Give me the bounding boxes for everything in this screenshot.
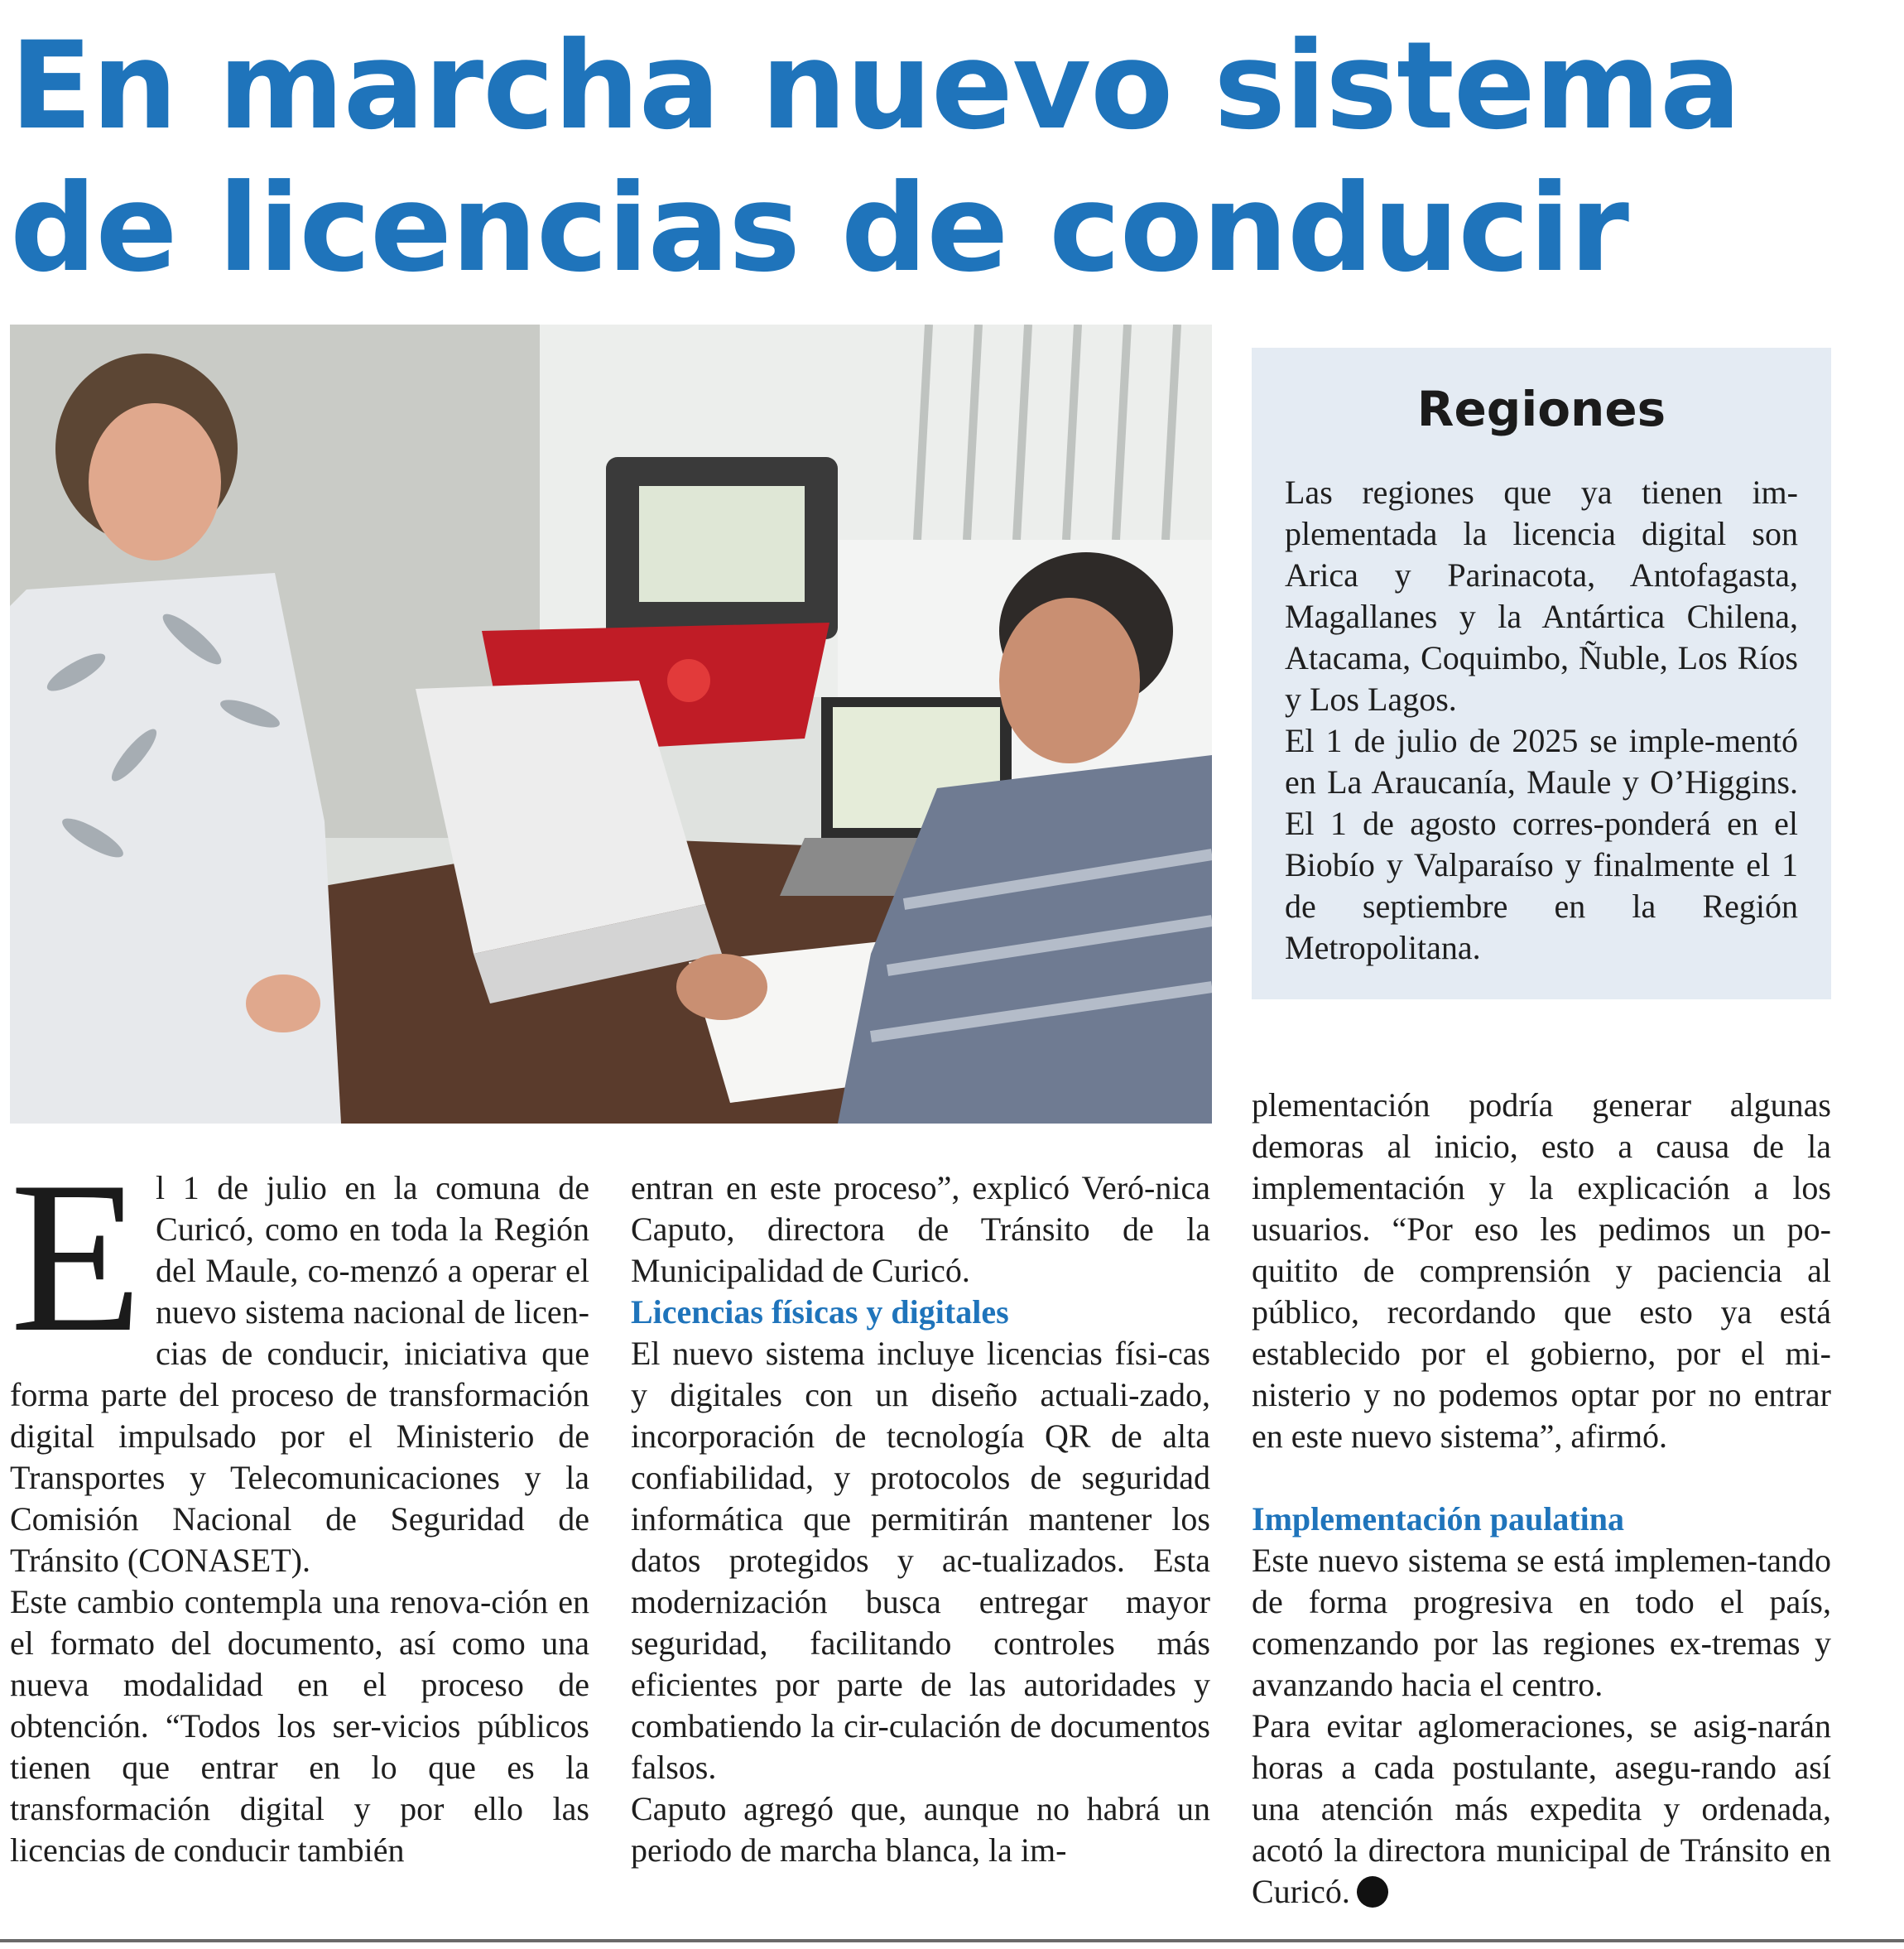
article-paragraph-1 <box>10 1137 589 1581</box>
headline-line-2: de licencias de conducir <box>10 158 1628 299</box>
article-photo <box>10 325 1212 1124</box>
subhead-implementacion: Implementación paulatina <box>1252 1500 1625 1538</box>
regiones-sidebar <box>1252 348 1831 999</box>
photo-office-license-exam-icon <box>10 325 1212 1124</box>
sidebar-paragraph-1: Las regiones que ya tienen im-plementada la licencia digital son Arica y Parinacota, Antofagasta, Magallanes y la Antártica Chilena, Atacama, Coquimbo, Ñuble, Los Ríos y Los Lagos. <box>1285 474 1798 718</box>
article-paragraph-2: Este cambio contempla una renova-ción en el formato del documento, así como una nueva modalidad en el proceso de obtención. “Todos los ser-vicios públicos tienen que entrar en lo que es la transformación digital y por ello las licencias de conducir también <box>10 1583 589 1869</box>
article-paragraph-6: plementación podría generar algunas demoras al inicio, esto a causa de la implementación y la explicación a los usuarios. “Por eso les pedimos un po-quitito de comprensión y paciencia al público, recordando que esto ya está establecido por el gobierno, por el mi-nisterio y no podemos optar por no entrar en este nuevo sistema”, afirmó. <box>1252 1086 1831 1455</box>
article-paragraph-8 <box>1252 1706 1831 1913</box>
end-mark-icon <box>1357 1876 1388 1908</box>
article-paragraph-8-text: Para evitar aglomeraciones, se asig-narán horas a cada postulante, asegu-rando así una atención más expedita y ordenada, acotó la directora municipal de Tránsito en Curicó. <box>1252 1707 1831 1910</box>
article-column-1 <box>10 1137 589 1871</box>
subhead-licencias: Licencias físicas y digitales <box>631 1293 1009 1331</box>
article-paragraph-3: entran en este proceso”, explicó Veró-nica Caputo, directora de Tránsito de la Municipalidad de Curicó. <box>631 1169 1210 1289</box>
sidebar-paragraph-2: El 1 de julio de 2025 se imple-mentó en La Araucanía, Maule y O’Higgins. El 1 de agosto corres-ponderá en el Biobío y Valparaíso y finalmente el 1 de septiembre en la Región Metropolitana. <box>1285 722 1798 966</box>
headline-line-1: En marcha nuevo sistema <box>10 16 1741 156</box>
article-paragraph-5: Caputo agregó que, aunque no habrá un periodo de marcha blanca, la im- <box>631 1790 1210 1869</box>
article-paragraph-4: El nuevo sistema incluye licencias físi-cas y digitales con un diseño actuali-zado, incorporación de tecnología QR de alta confiabilidad, y protocolos de seguridad informática que permitirán mantener los datos protegidos y ac-tualizados. Esta modernización busca entregar mayor seguridad, facilitando controles más eficientes por parte de las autoridades y combatiendo la cir-culación de documentos falsos. <box>631 1335 1210 1786</box>
drop-cap: E <box>10 1137 143 1377</box>
article-column-3 <box>1252 1085 1831 1913</box>
article-column-2 <box>631 1167 1210 1871</box>
bottom-rule <box>0 1939 1904 1942</box>
article-paragraph-7: Este nuevo sistema se está implemen-tando de forma progresiva en todo el país, comenzando por las regiones ex-tremas y avanzando hacia el centro. <box>1252 1542 1831 1703</box>
sidebar-title: Regiones <box>1416 381 1666 437</box>
article-paragraph-1-text: l 1 de julio en la comuna de Curicó, como en toda la Región del Maule, co-menzó a operar el nuevo sistema nacional de licen-cias de conducir, iniciativa que forma parte del proceso de transformación digital impulsado por el Ministerio de Transportes y Telecomunicaciones y la Comisión Nacional de Seguridad de Tránsito (CONASET). <box>10 1169 589 1579</box>
headline <box>10 15 1897 300</box>
